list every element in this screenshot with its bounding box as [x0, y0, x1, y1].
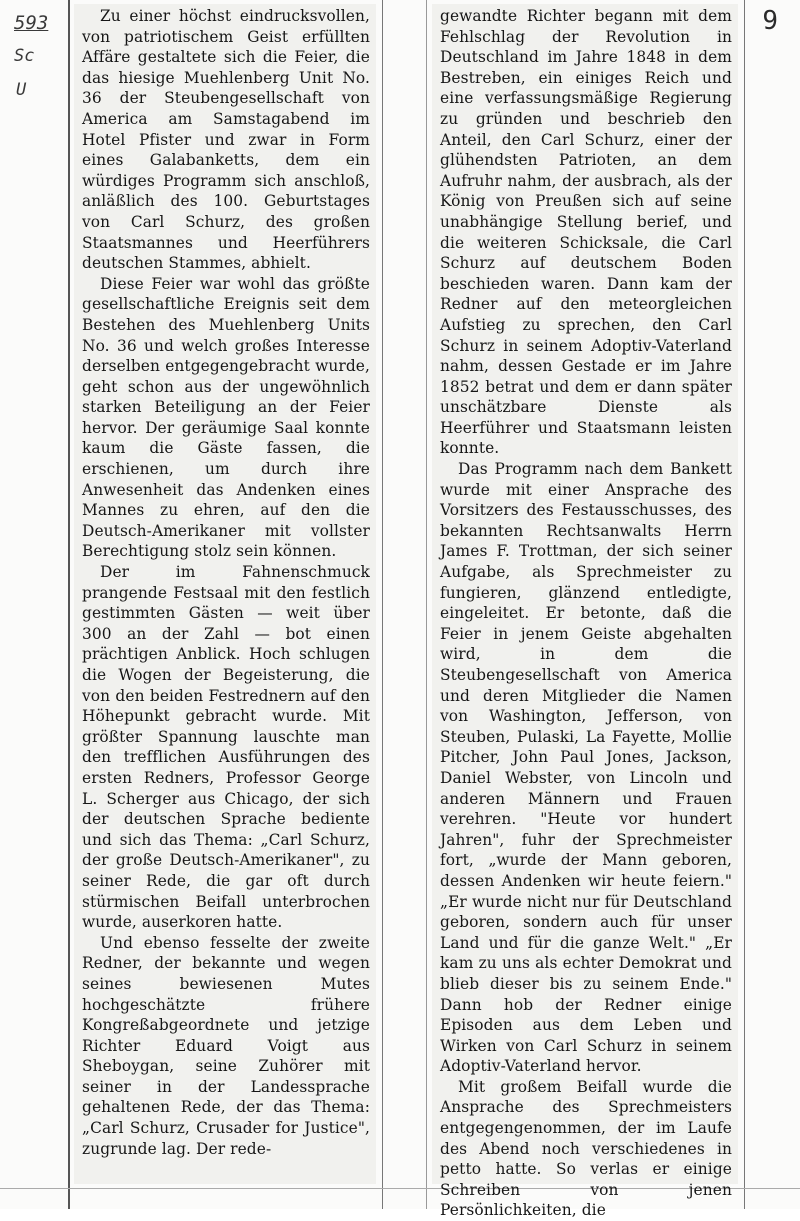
article-paragraph-continuation: gewandte Richter begann mit dem Fehlschlag der Revolution in Deutschland im Jahre 1848 in dem Bestreben, ein einiges Reich und eine verfassungsmäßige Regierung zu gründen und beschrieb den Anteil, den Carl Schurz, einer der glühendsten Patrioten, an dem Aufruhr nahm, der ausbrach, als der König von Preußen sich auf seine unabhängige Stellung berief, und die weiteren Schicksale, die Carl Schurz auf deutschem Boden beschieden waren. Dann kam der Redner auf den meteorgleichen Aufstieg zu sprechen, den Carl Schurz in seinem Adoptiv-Vaterland nahm, dessen Gestade er im Jahre 1852 betrat und dem er dann später unschätzbare Dienste als Heerführer und Staatsmann leisten konnte.: [440, 7, 732, 458]
column-divider-left: [382, 0, 383, 1209]
clipping-left-edge: [68, 0, 70, 1209]
article-paragraph: Zu einer höchst eindrucksvollen, von patriotischem Geist erfüllten Affäre gestaltete sich die Feier, die das hiesige Muehlenberg Unit No. 36 der Steubengesellschaft von America am Samstagabend im Hotel Pfister und zwar in Form eines Galabanketts, dem ein würdiges Programm sich anschloß, anläßlich des 100. Geburtstages von Carl Schurz, des großen Staatsmannes und Heerführers deutschen Stammes, abhielt.: [82, 7, 370, 273]
page-number-note: 9: [762, 6, 778, 36]
clipping-right-edge: [744, 0, 745, 1209]
archive-note-code: Sc: [14, 46, 35, 66]
article-paragraph: Der im Fahnenschmuck prangende Festsaal mit den festlich gestimmten Gästen — weit über 300 an der Zahl — bot einen prächtigen Anblick. Hoch schlugen die Wogen der Begeisterung, die von den beiden Festrednern auf den Höhepunkt gebracht wurde. Mit größter Spannung lauschte man den trefflichen Ausführungen des ersten Redners, Professor George L. Scherger aus Chicago, der sich der deutschen Sprache bediente und sich das Thema: „Carl Schurz, der große Deutsch-Amerikaner", zu seiner Rede, die gar oft durch stürmischen Beifall unterbrochen wurde, auserkoren hatte.: [82, 563, 370, 932]
column-divider-right: [426, 0, 427, 1209]
archive-note-mark: U: [16, 80, 27, 100]
archive-note-number: 593: [14, 12, 49, 34]
article-column-left: [74, 4, 376, 1184]
article-paragraph: Diese Feier war wohl das größte gesellschaftliche Ereignis seit dem Bestehen des Muehlenberg Units No. 36 und welch großes Interesse derselben entgegengebracht wurde, geht schon aus der ungewöhnlich starken Beteiligung an der Feier hervor. Der geräumige Saal konnte kaum die Gäste fassen, die erschienen, um durch ihre Anwesenheit das Andenken eines Mannes zu ehren, auf den die Deutsch-Amerikaner mit vollster Berechtigung stolz sein können.: [82, 274, 370, 561]
article-paragraph: Das Programm nach dem Bankett wurde mit einer Ansprache des Vorsitzers des Festausschusses, des bekannten Rechtsanwalts Herrn James F. Trottman, der sich seiner Aufgabe, als Sprechmeister zu fungieren, glänzend entledigte, eingeleitet. Er betonte, daß die Feier in jenem Geiste abgehalten wird, in dem die Steubengesellschaft von America und deren Mitglieder die Namen von Washington, Jefferson, von Steuben, Pulaski, La Fayette, Mollie Pitcher, John Paul Jones, Jackson, Daniel Webster, von Lincoln und anderen Männern und Frauen verehren. "Heute vor hundert Jahren", fuhr der Sprechmeister fort, „wurde der Mann geboren, dessen Andenken wir heute feiern." „Er wurde nicht nur für Deutschland geboren, sondern auch für unser Land und für die ganze Welt." „Er kam zu uns als echter Demokrat und blieb dieser bis zu seinem Ende." Dann hob der Redner einige Episoden aus dem Leben und Wirken von Carl Schurz in seinem Adoptiv-Vaterland hervor.: [440, 460, 732, 1076]
article-column-right: [432, 4, 738, 1220]
article-paragraph: Und ebenso fesselte der zweite Redner, der bekannte und wegen seines bewiesenen Mutes hochgeschätzte frühere Kongreßabgeordnete und jetzige Richter Eduard Voigt aus Sheboygan, seine Zuhörer mit seiner in der Landessprache gehaltenen Rede, der das Thema: „Carl Schurz, Crusader for Justice", zugrunde lag. Der rede-: [82, 933, 370, 1158]
article-paragraph: Mit großem Beifall wurde die Ansprache des Sprechmeisters entgegengenommen, der im Laufe des Abend noch verschiedenes in petto hatte. So verlas er einige Schreiben von jenen Persönlichkeiten, die: [440, 1077, 732, 1220]
